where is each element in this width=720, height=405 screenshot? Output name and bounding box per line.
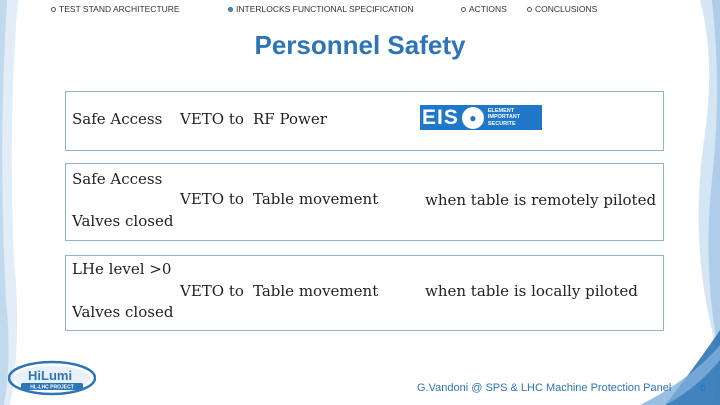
eis-logo xyxy=(420,105,542,130)
condition-label: Valves closed xyxy=(72,303,174,321)
veto-target: Table movement xyxy=(253,282,379,300)
nav-item-conclusions[interactable] xyxy=(527,4,597,14)
hilumi-logo xyxy=(8,360,96,396)
page-number: 6 xyxy=(700,382,707,394)
condition-label: Valves closed xyxy=(72,212,174,230)
eis-logo-text: EIS xyxy=(422,105,459,129)
eis-logo-caption: ELEMENT IMPORTANT SECURITE xyxy=(487,107,521,127)
nav-label: CONCLUSIONS xyxy=(535,4,598,14)
person-icon: ● xyxy=(462,107,484,129)
nav-item-test-stand[interactable] xyxy=(51,4,180,14)
veto-target: Table movement xyxy=(253,190,379,208)
nav-label: ACTIONS xyxy=(469,4,507,14)
slide-title: Personnel Safety xyxy=(254,30,466,60)
svg-text:HiLumi: HiLumi xyxy=(28,368,73,383)
nav-item-interlocks[interactable] xyxy=(228,4,414,14)
veto-label: VETO to xyxy=(180,282,244,300)
svg-text:HL-LHC PROJECT: HL-LHC PROJECT xyxy=(30,384,74,391)
nav-bullet-icon xyxy=(51,7,56,12)
condition-label: Safe Access xyxy=(72,110,163,128)
footer-text: G.Vandoni @ SPS & LHC Machine Protection Panel xyxy=(417,382,672,394)
condition-label: LHe level >0 xyxy=(72,260,172,278)
veto-target: RF Power xyxy=(253,110,327,128)
nav-label: INTERLOCKS FUNCTIONAL SPECIFICATION xyxy=(236,4,414,14)
nav-item-actions[interactable] xyxy=(461,4,507,14)
nav-bullet-active-icon xyxy=(228,7,233,12)
nav-label: TEST STAND ARCHITECTURE xyxy=(59,4,180,14)
condition-note: when table is locally piloted xyxy=(425,282,638,300)
condition-note: when table is remotely piloted xyxy=(425,191,657,209)
condition-label: Safe Access xyxy=(72,170,163,188)
nav-bullet-icon xyxy=(461,7,466,12)
nav-bullet-icon xyxy=(527,7,532,12)
veto-label: VETO to xyxy=(180,110,244,128)
veto-label: VETO to xyxy=(180,190,244,208)
